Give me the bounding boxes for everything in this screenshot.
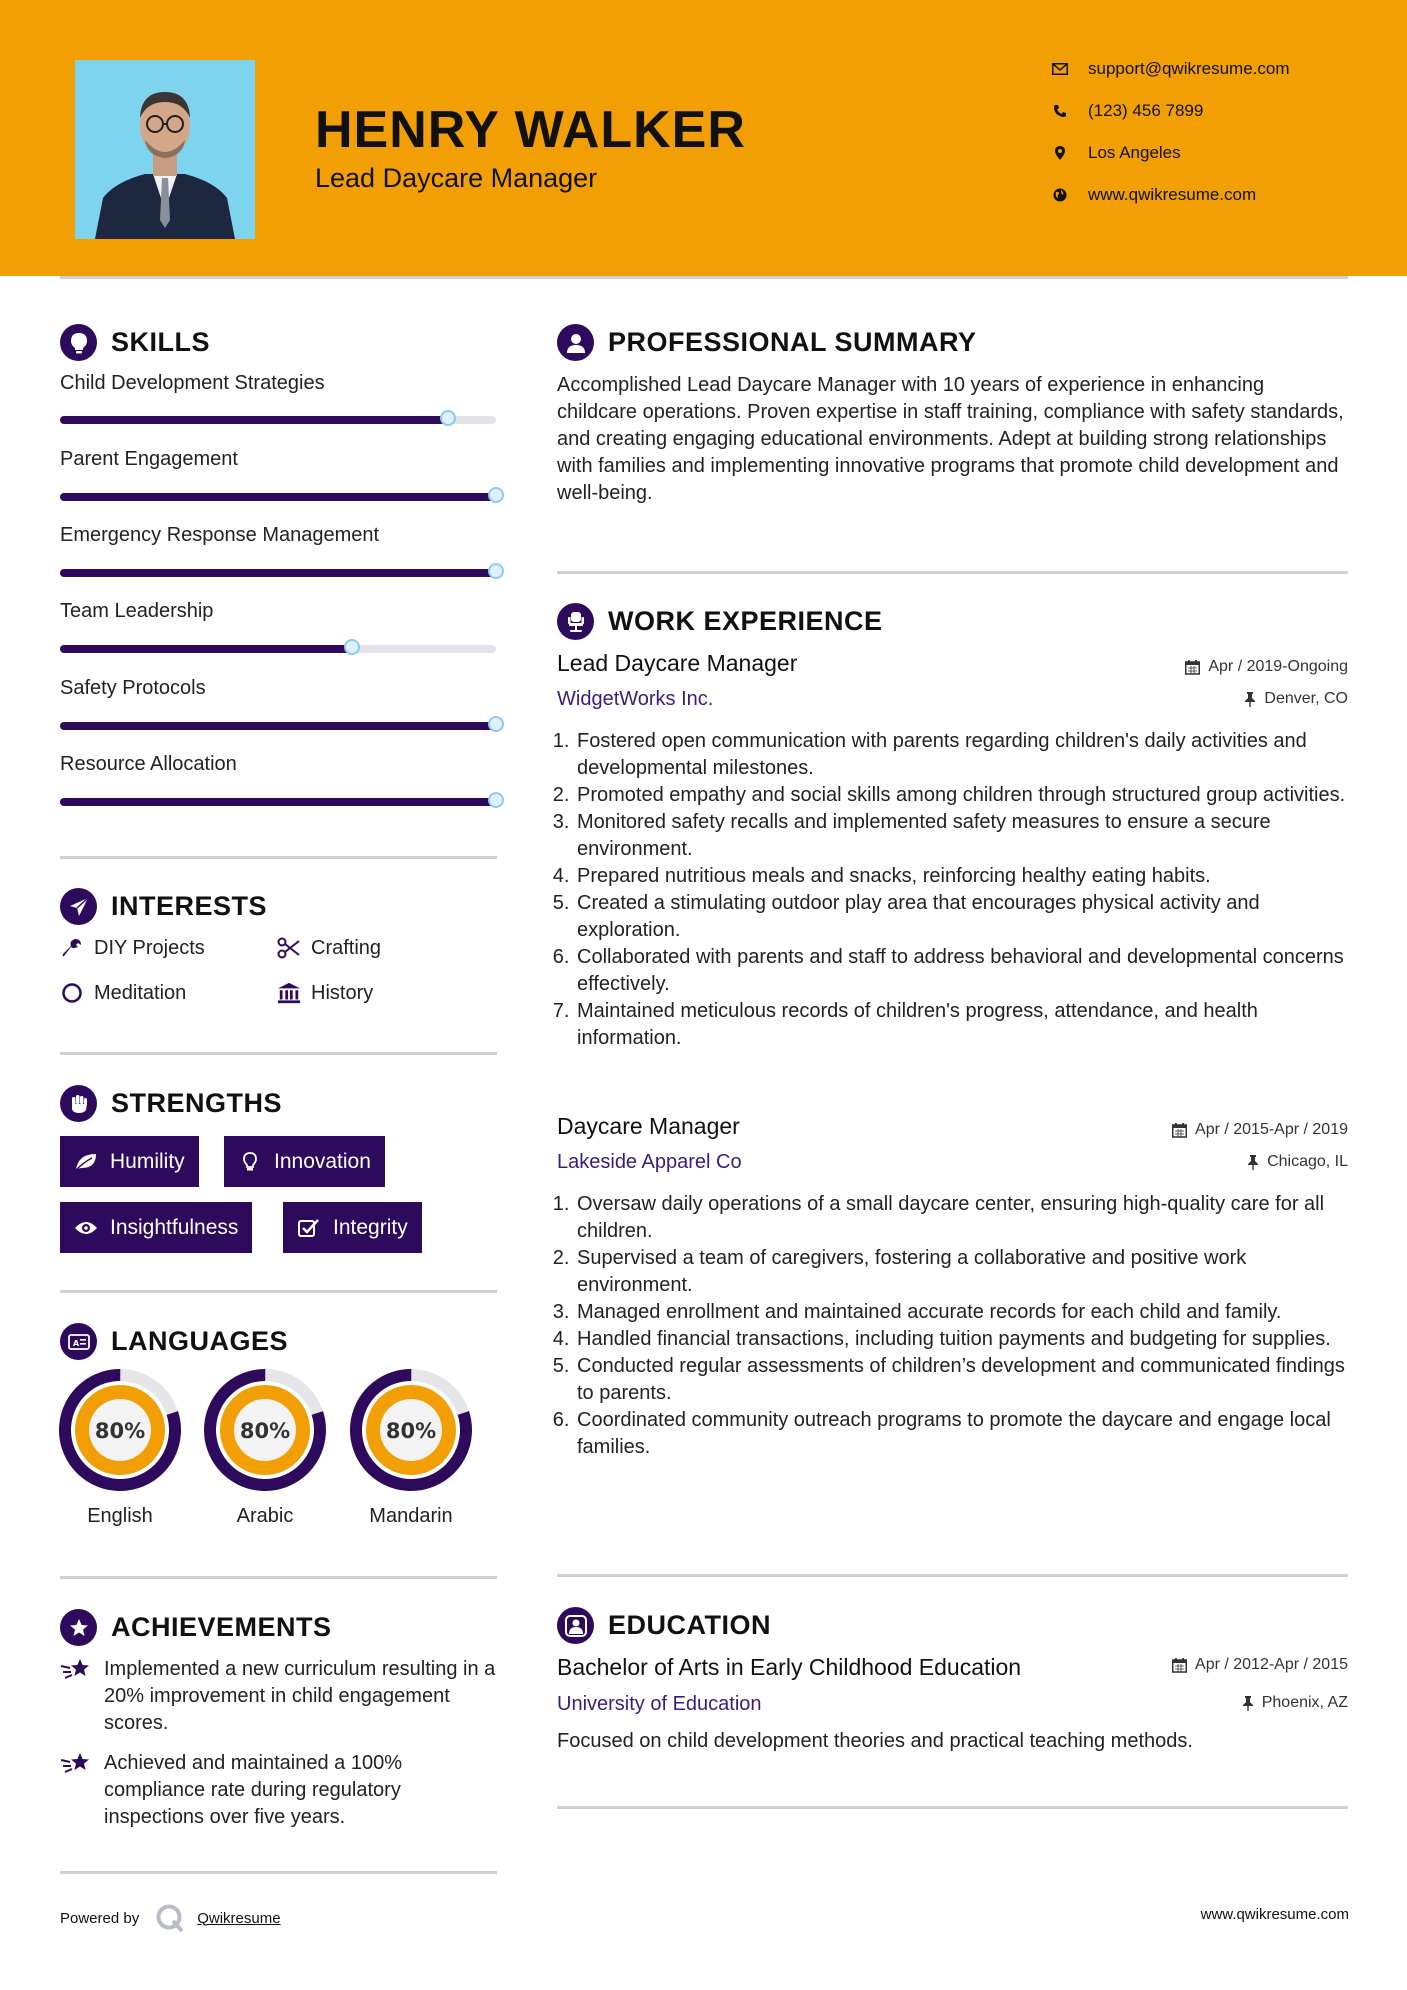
education-heading (557, 1607, 771, 1644)
achievements-heading (60, 1609, 332, 1646)
footer-powered-by (60, 1903, 281, 1933)
job-duties (557, 728, 1365, 1052)
education-description: Focused on child development theories and practical teaching methods. (557, 1730, 1193, 1752)
calendar-icon (1185, 660, 1200, 675)
skill-bar (60, 569, 496, 577)
strength-label: Integrity (333, 1215, 408, 1239)
duty-item: 6. Coordinated community outreach programs to promote the daycare and engage local families. (575, 1407, 1365, 1461)
summary-title: PROFESSIONAL SUMMARY (608, 327, 977, 357)
achievements-title: ACHIEVEMENTS (111, 1612, 332, 1642)
strengths-heading (60, 1085, 282, 1122)
company-name: Lakeside Apparel Co (557, 1151, 742, 1173)
duty-item: 5. Conducted regular assessments of children’s development and communicated findings to parents. (575, 1353, 1365, 1407)
interest-label: Crafting (311, 936, 382, 959)
candidate-title: Lead Daycare Manager (315, 163, 598, 193)
skill-label: Child Development Strategies (60, 372, 325, 394)
wrench-icon (60, 936, 84, 960)
interest-label: DIY Projects (94, 936, 205, 959)
pin-icon (1244, 692, 1256, 707)
qwikresume-link[interactable]: Qwikresume (197, 1909, 281, 1927)
language-item (58, 1368, 182, 1528)
contact-email[interactable] (1050, 59, 1290, 79)
contact-location (1050, 143, 1181, 163)
job-location-text: Denver, CO (1264, 690, 1348, 707)
section-divider (557, 571, 1348, 574)
section-divider (60, 1576, 497, 1579)
strength-tag (283, 1202, 422, 1253)
achievement-text: Achieved and maintained a 100% compliance rate during regulatory inspections over five years. (104, 1752, 402, 1828)
lightbulb-icon (238, 1150, 262, 1174)
job-title: Lead Daycare Manager (557, 650, 798, 676)
section-divider (60, 1871, 497, 1874)
interest-item (60, 936, 205, 960)
profile-photo (75, 60, 255, 239)
skill-bar-fill (60, 416, 448, 424)
education-dates (1172, 1656, 1348, 1674)
languages-title: LANGUAGES (111, 1326, 289, 1356)
strength-tag (60, 1202, 252, 1253)
duty-item: 2. Supervised a team of caregivers, fostering a collaborative and positive work environment. (575, 1245, 1365, 1299)
map-marker-icon (1050, 143, 1070, 163)
skill-bar-fill (60, 493, 496, 501)
summary-text: Accomplished Lead Daycare Manager with 10 years of experience in enhancing childcare operations. Proven expertise in staff training, compliance with safety standards, and creating engaging educational environments. Adept at building strong relationships with families and implementing innovative programs that promote child development and well-being. (557, 374, 1344, 504)
skill-bar-fill (60, 798, 496, 806)
experience-title: WORK EXPERIENCE (608, 606, 883, 636)
section-divider (60, 1052, 497, 1055)
strength-label: Insightfulness (110, 1215, 239, 1239)
lightbulb-icon (60, 324, 97, 361)
contact-email-text: support@qwikresume.com (1088, 59, 1290, 78)
skill-label: Parent Engagement (60, 448, 238, 470)
job-dates-text: Apr / 2019-Ongoing (1208, 658, 1348, 675)
skill-bar-knob (488, 792, 504, 808)
section-divider (60, 1290, 497, 1293)
skill-bar (60, 645, 496, 653)
education-title: EDUCATION (608, 1610, 771, 1640)
section-divider (557, 1574, 1348, 1577)
language-name: Arabic (236, 1505, 294, 1527)
contact-location-text: Los Angeles (1088, 143, 1181, 162)
contact-website[interactable] (1050, 185, 1256, 205)
contact-phone-text: (123) 456 7899 (1088, 101, 1204, 120)
qwikresume-logo-icon (155, 1903, 185, 1933)
skill-bar (60, 493, 496, 501)
duty-item: 4. Prepared nutritious meals and snacks, reinforcing healthy eating habits. (575, 863, 1365, 890)
job-location (1247, 1153, 1348, 1171)
strength-tag (224, 1136, 385, 1187)
job-location (1244, 690, 1348, 708)
language-donut (58, 1368, 182, 1492)
education-dates-text: Apr / 2012-Apr / 2015 (1195, 1656, 1348, 1673)
interest-item (277, 981, 373, 1005)
summary-heading (557, 324, 977, 361)
skills-title: SKILLS (111, 327, 211, 357)
duty-item: 5. Created a stimulating outdoor play area that encourages physical activity and exploration. (575, 890, 1365, 944)
language-percent: 80% (385, 1419, 437, 1443)
language-donut (349, 1368, 473, 1492)
shooting-star-icon (60, 1656, 92, 1737)
language-percent: 80% (239, 1419, 291, 1443)
duty-item: 2. Promoted empathy and social skills among children through structured group activities. (575, 782, 1365, 809)
interests-heading (60, 888, 267, 925)
job-dates (1185, 658, 1348, 676)
achievement-item (60, 1750, 500, 1831)
job-dates (1172, 1121, 1348, 1139)
job-dates-text: Apr / 2015-Apr / 2019 (1195, 1121, 1348, 1138)
duty-item: 3. Monitored safety recalls and implemented safety measures to ensure a secure environment. (575, 809, 1365, 863)
company-name: WidgetWorks Inc. (557, 688, 714, 710)
job-title: Daycare Manager (557, 1113, 740, 1139)
job-location-text: Chicago, IL (1267, 1153, 1348, 1170)
skill-bar-knob (488, 563, 504, 579)
fist-icon (60, 1085, 97, 1122)
interest-label: Meditation (94, 981, 187, 1004)
duty-item: 1. Fostered open communication with parents regarding children's daily activities and developmental milestones. (575, 728, 1365, 782)
duty-item: 6. Collaborated with parents and staff to address behavioral and developmental concerns effectively. (575, 944, 1365, 998)
scissors-icon (277, 936, 301, 960)
strength-label: Innovation (274, 1149, 371, 1173)
job-duties (557, 1191, 1365, 1461)
skill-bar (60, 722, 496, 730)
experience-heading (557, 603, 883, 640)
header-divider (60, 276, 1348, 279)
contact-website-text: www.qwikresume.com (1088, 185, 1257, 204)
powered-by-text: Powered by (60, 1909, 140, 1927)
skill-label: Team Leadership (60, 600, 214, 622)
duty-item: 3. Managed enrollment and maintained accurate records for each child and family. (575, 1299, 1365, 1326)
school-name: University of Education (557, 1693, 762, 1715)
pin-icon (1242, 1696, 1254, 1711)
achievement-item (60, 1656, 500, 1737)
duty-item: 7. Maintained meticulous records of children's progress, attendance, and health information. (575, 998, 1365, 1052)
education-location-text: Phoenix, AZ (1261, 1694, 1348, 1711)
skills-heading (60, 324, 210, 361)
skill-bar-fill (60, 722, 496, 730)
eye-icon (74, 1216, 98, 1240)
language-percent: 80% (94, 1419, 146, 1443)
strengths-title: STRENGTHS (111, 1088, 283, 1118)
museum-icon (277, 981, 301, 1005)
duty-item: 4. Handled financial transactions, including tuition payments and budgeting for supplies. (575, 1326, 1365, 1353)
skill-bar-knob (488, 487, 504, 503)
envelope-icon (1050, 59, 1070, 79)
pin-icon (1247, 1155, 1259, 1170)
check-square-icon (297, 1216, 321, 1240)
interest-label: History (311, 981, 374, 1004)
duty-item: 1. Oversaw daily operations of a small daycare center, ensuring high-quality care for all children. (575, 1191, 1365, 1245)
globe-icon (1050, 185, 1070, 205)
skill-bar-knob (488, 716, 504, 732)
candidate-name: HENRY WALKER (315, 101, 746, 159)
graduate-icon (557, 1607, 594, 1644)
paper-plane-icon (60, 888, 97, 925)
language-name: Mandarin (369, 1505, 453, 1527)
skill-bar-fill (60, 645, 352, 653)
skill-label: Emergency Response Management (60, 524, 380, 546)
language-donut (203, 1368, 327, 1492)
education-location (1242, 1694, 1348, 1712)
section-divider (557, 1806, 1348, 1809)
user-icon (557, 324, 594, 361)
language-item (203, 1368, 327, 1528)
header (0, 0, 1407, 276)
interests-title: INTERESTS (111, 891, 268, 921)
office-chair-icon (557, 603, 594, 640)
language-name: English (87, 1505, 153, 1527)
achievement-text: Implemented a new curriculum resulting in a 20% improvement in child engagement scores. (104, 1658, 496, 1734)
skill-bar-fill (60, 569, 496, 577)
skill-label: Safety Protocols (60, 677, 206, 699)
skill-bar (60, 798, 496, 806)
skill-label: Resource Allocation (60, 753, 237, 775)
skill-bar-knob (440, 410, 456, 426)
interest-item (277, 936, 381, 960)
skill-bar (60, 416, 496, 424)
strength-tag (60, 1136, 199, 1187)
strength-label: Humility (110, 1149, 185, 1173)
footer-url[interactable]: www.qwikresume.com (1200, 1906, 1349, 1923)
interest-item (60, 981, 186, 1005)
language-item (349, 1368, 473, 1528)
languages-heading (60, 1323, 288, 1360)
phone-icon (1050, 101, 1070, 121)
svg-text:A: A (72, 1338, 79, 1348)
calendar-icon (1172, 1123, 1187, 1138)
language-icon (60, 1323, 97, 1360)
leaf-icon (74, 1150, 98, 1174)
circle-icon (60, 981, 84, 1005)
shooting-star-icon (60, 1750, 92, 1831)
star-icon (60, 1609, 97, 1646)
calendar-icon (1172, 1658, 1187, 1673)
contact-phone[interactable] (1050, 101, 1203, 121)
section-divider (60, 856, 497, 859)
skill-bar-knob (344, 639, 360, 655)
degree-title: Bachelor of Arts in Early Childhood Education (557, 1654, 1022, 1680)
